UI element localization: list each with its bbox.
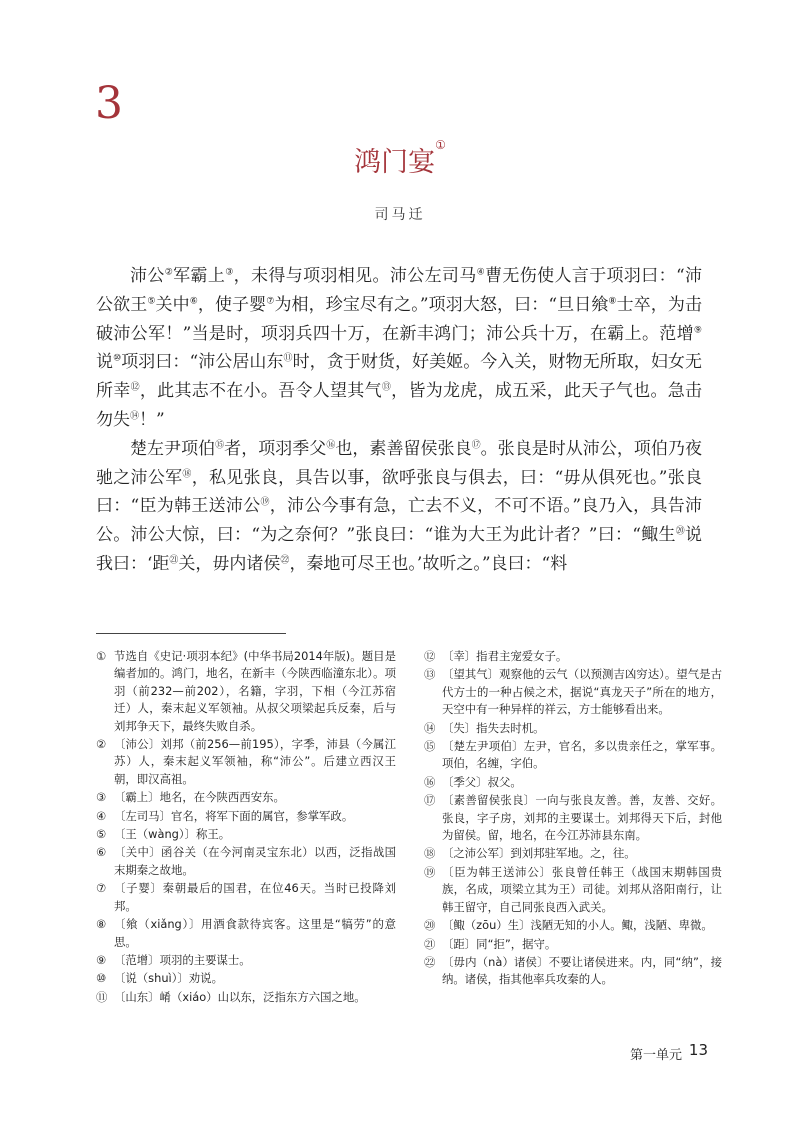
footnote-number: ⑪ <box>96 989 108 1004</box>
footnote-text: 〔之沛公军〕到刘邦驻军地。之，往。 <box>442 846 636 861</box>
footnote-item <box>96 648 396 735</box>
lesson-number: 3 <box>95 78 123 129</box>
footnote-number: ⑤ <box>96 827 107 842</box>
footnote-item <box>96 880 396 915</box>
footnote-ref: ⑯ <box>326 440 336 451</box>
footnote-ref: ⑫ <box>130 382 140 393</box>
footnote-ref: ⑲ <box>260 497 270 508</box>
footnote-text: 〔臣为韩王送沛公〕张良曾任韩王（战国末期韩国贵族，名成，项梁立其为王）司徒。刘邦从洛阳南行，让韩王留守，自己同张良西入武关。 <box>442 864 722 914</box>
footnote-item <box>96 916 396 951</box>
title-text: 鸿门宴 <box>354 147 436 178</box>
footnote-text: 〔幸〕指君主宠爱女子。 <box>442 649 568 663</box>
footnote-text: 〔鲰（zōu）生〕浅陋无知的小人。鲰，浅陋、卑微。 <box>442 918 713 933</box>
footnote-ref: ④ <box>476 267 486 278</box>
footnote-text: 〔楚左尹项伯〕左尹，官名，多以贵亲任之，掌军事。项伯，名缠，字伯。 <box>442 739 722 771</box>
footnote-text: 〔毋内（nà）诸侯〕不要让诸侯进来。内，同“纳”，接纳。诸侯，指其他率兵攻秦的人。 <box>442 954 722 987</box>
page-number: 13 <box>688 1041 708 1059</box>
text-segment: 关，毋内诸侯 <box>178 553 281 574</box>
footnote-ref: ⑥ <box>189 296 198 307</box>
footnote-text: 〔飨（xiǎng）〕用酒食款待宾客。这里是“犒劳”的意思。 <box>114 917 396 949</box>
footnote-number: ⑥ <box>96 845 107 860</box>
text-segment: 项羽曰：“沛公居山东 <box>121 352 284 373</box>
footnote-text: 〔素善留侯张良〕一向与张良友善。善，友善、交好。张良，字子房，刘邦的主要谋士。刘邦得天下后，封他为留侯。留，地名，在今江苏沛县东南。 <box>442 793 722 843</box>
lesson-title <box>0 140 800 179</box>
text-segment: 。张良是时从沛公，项伯乃夜驰之沛公军 <box>96 438 702 488</box>
text-segment: 为相，珍宝尽有之。”项羽大怒，曰：“旦日飨 <box>274 294 609 315</box>
footnote-text: 〔范增〕项羽的主要谋士。 <box>114 952 251 967</box>
footnote-ref: ⑤ <box>147 296 156 307</box>
footnotes-right-column <box>424 648 722 990</box>
footnote-item <box>424 720 722 737</box>
footnote-ref: ⑱ <box>182 468 192 479</box>
text-segment: ，沛公今事有急，亡去不义，不可不语。”良乃入，具告沛公。沛公大惊，曰：“为之奈何？”张良曰：“谁为大王为此计者？”曰：“鲰生 <box>96 496 702 546</box>
footnote-number: ⑳ <box>424 918 436 933</box>
text-segment: 士卒，为击破沛公军！”当是时，项羽兵四十万，在新丰鸿门；沛公兵十万，在霸上。范增 <box>96 294 702 344</box>
footnote-number: ① <box>96 649 107 663</box>
footnote-number: ⑮ <box>424 739 436 754</box>
footnote-ref: ② <box>164 267 174 278</box>
footnote-ref: ㉑ <box>169 555 179 566</box>
footnote-number: ㉒ <box>424 954 436 969</box>
footnote-text: 〔左司马〕官名，将军下面的属官，参掌军政。 <box>114 808 354 823</box>
footnote-item <box>424 774 722 791</box>
footnote-ref: ⑪ <box>283 353 293 364</box>
footnote-ref: ⑳ <box>675 526 685 537</box>
text-segment: 也，素善留侯张良 <box>335 438 472 459</box>
footnote-ref: ⑬ <box>381 382 392 393</box>
text-segment: 楚左尹项伯 <box>130 438 216 459</box>
footnote-item <box>424 954 722 989</box>
text-segment: ！” <box>139 409 165 430</box>
footnote-number: ⑰ <box>424 793 436 808</box>
author: 司马迁 <box>374 207 426 223</box>
footnote-number: ③ <box>96 790 107 805</box>
footnote-ref: ⑰ <box>471 440 481 451</box>
footnote-text: 〔关中〕函谷关（在今河南灵宝东北）以西，泛指战国末期秦之故地。 <box>114 845 396 877</box>
footnote-number: ⑨ <box>96 952 107 967</box>
footnote-text: 〔沛公〕刘邦（前256—前195），字季，沛县（今属江苏）人，秦末起义军领袖，称“沛公”。后建立西汉王朝，即汉高祖。 <box>114 737 396 786</box>
footnote-item <box>424 738 722 773</box>
footnote-item <box>96 808 396 825</box>
text-segment: ，皆为龙虎，成五采，此天子气也。急击勿失 <box>96 381 703 430</box>
footnote-text: 〔王（wàng）〕称王。 <box>114 827 231 842</box>
footnote-text: 〔距〕同“拒”，据守。 <box>442 936 557 951</box>
footnote-item <box>424 936 722 953</box>
footnote-number: ⑱ <box>424 846 436 861</box>
footnote-number: ④ <box>96 808 107 823</box>
text-segment: 说 <box>96 352 114 373</box>
footnote-text: 〔霸上〕地名，在今陕西西安东。 <box>114 790 285 805</box>
footnote-number: ⑩ <box>96 971 107 986</box>
text-segment: 曹无伤使人言于项羽曰：“沛公欲王 <box>96 266 703 315</box>
footnote-number: ⑧ <box>96 917 107 932</box>
footnote-item <box>96 789 396 806</box>
footnote-number: ⑦ <box>96 881 107 896</box>
footnote-ref: ⑨ <box>693 324 702 335</box>
text-segment: ，秦地可尽王也。’故听之。”良曰：“料 <box>289 553 568 574</box>
footnote-text: 〔说（shuì）〕劝说。 <box>114 971 223 986</box>
footnote-number: ㉑ <box>424 936 436 951</box>
title-note-mark: ① <box>435 138 446 152</box>
text-segment: 说我曰：‘距 <box>96 525 702 574</box>
footnote-ref: ⑦ <box>266 296 275 307</box>
footnote-item <box>96 844 396 879</box>
text-segment: 时，贪于财货，好美姬。今入关，财物无所取，妇女无所幸 <box>96 352 702 402</box>
footnotes-left-column <box>96 648 396 1007</box>
footnote-number: ⑫ <box>424 649 436 663</box>
footnote-number: ⑲ <box>424 864 436 879</box>
footnote-item <box>96 970 396 987</box>
footnote-item <box>424 917 722 934</box>
unit-label: 第一单元 <box>629 1048 682 1063</box>
footnote-number: ⑬ <box>424 667 436 682</box>
footnote-number: ⑯ <box>424 774 436 789</box>
footnote-ref: ⑭ <box>130 411 140 422</box>
footnote-number: ② <box>96 737 107 752</box>
footnote-text: 〔山东〕崤（xiáo）山以东，泛指东方六国之地。 <box>114 989 366 1004</box>
footnote-item <box>424 845 722 862</box>
footnote-item <box>96 736 396 788</box>
footnote-ref: ⑮ <box>215 440 225 451</box>
paragraph-1 <box>96 262 702 435</box>
footnote-number: ⑭ <box>424 720 436 735</box>
footnote-item <box>96 989 396 1006</box>
footnote-item <box>96 952 396 969</box>
footnote-item <box>96 826 396 843</box>
text-segment: ，此其志不在小。吾令人望其气 <box>139 381 382 402</box>
footnote-item <box>424 864 722 916</box>
footnote-item <box>424 666 722 718</box>
footnote-text: 〔季父〕叔父。 <box>442 774 522 789</box>
text-segment: ，使子婴 <box>197 294 267 315</box>
paragraph-2 <box>96 435 702 579</box>
footnote-item <box>424 792 722 844</box>
main-text <box>96 262 702 579</box>
footnote-text: 〔子婴〕秦朝最后的国君，在位46天。当时已投降刘邦。 <box>114 881 396 913</box>
footnote-text: 〔望其气〕观察他的云气（以预测吉凶穷达）。望气是古代方士的一种占候之术，据说“真龙天子”所在的地方，天空中有一种异样的祥云，方士能够看出来。 <box>442 667 722 717</box>
footnote-ref: ③ <box>225 267 234 278</box>
footnote-ref: ㉒ <box>280 555 290 566</box>
text-segment: 关中 <box>155 294 190 315</box>
text-segment: ，私见张良，具告以事，欲呼张良与俱去，曰：“毋从俱死也。”张良曰：“臣为韩王送沛公 <box>96 467 702 517</box>
footnote-ref: ⑩ <box>113 353 122 364</box>
footnote-text: 节选自《史记·项羽本纪》(中华书局2014年版)。题目是编者加的。鸿门，地名，在新丰（今陕西临潼东北）。项羽（前232—前202），名籍，字羽，下相（今江苏宿迁）人，秦末起义军领袖。从叔父项梁起兵反秦，后与刘邦争天下，最终失败自杀。 <box>114 649 396 733</box>
footnote-text: 〔失〕指失去时机。 <box>442 720 545 735</box>
footnote-item <box>424 648 722 665</box>
text-segment: 者，项羽季父 <box>224 438 327 459</box>
text-segment: 沛公 <box>130 266 165 286</box>
footnote-divider <box>96 633 286 634</box>
text-segment: ，未得与项羽相见。沛公左司马 <box>233 266 477 286</box>
text-segment: 军霸上 <box>173 266 226 286</box>
footnote-ref: ⑧ <box>608 296 617 307</box>
